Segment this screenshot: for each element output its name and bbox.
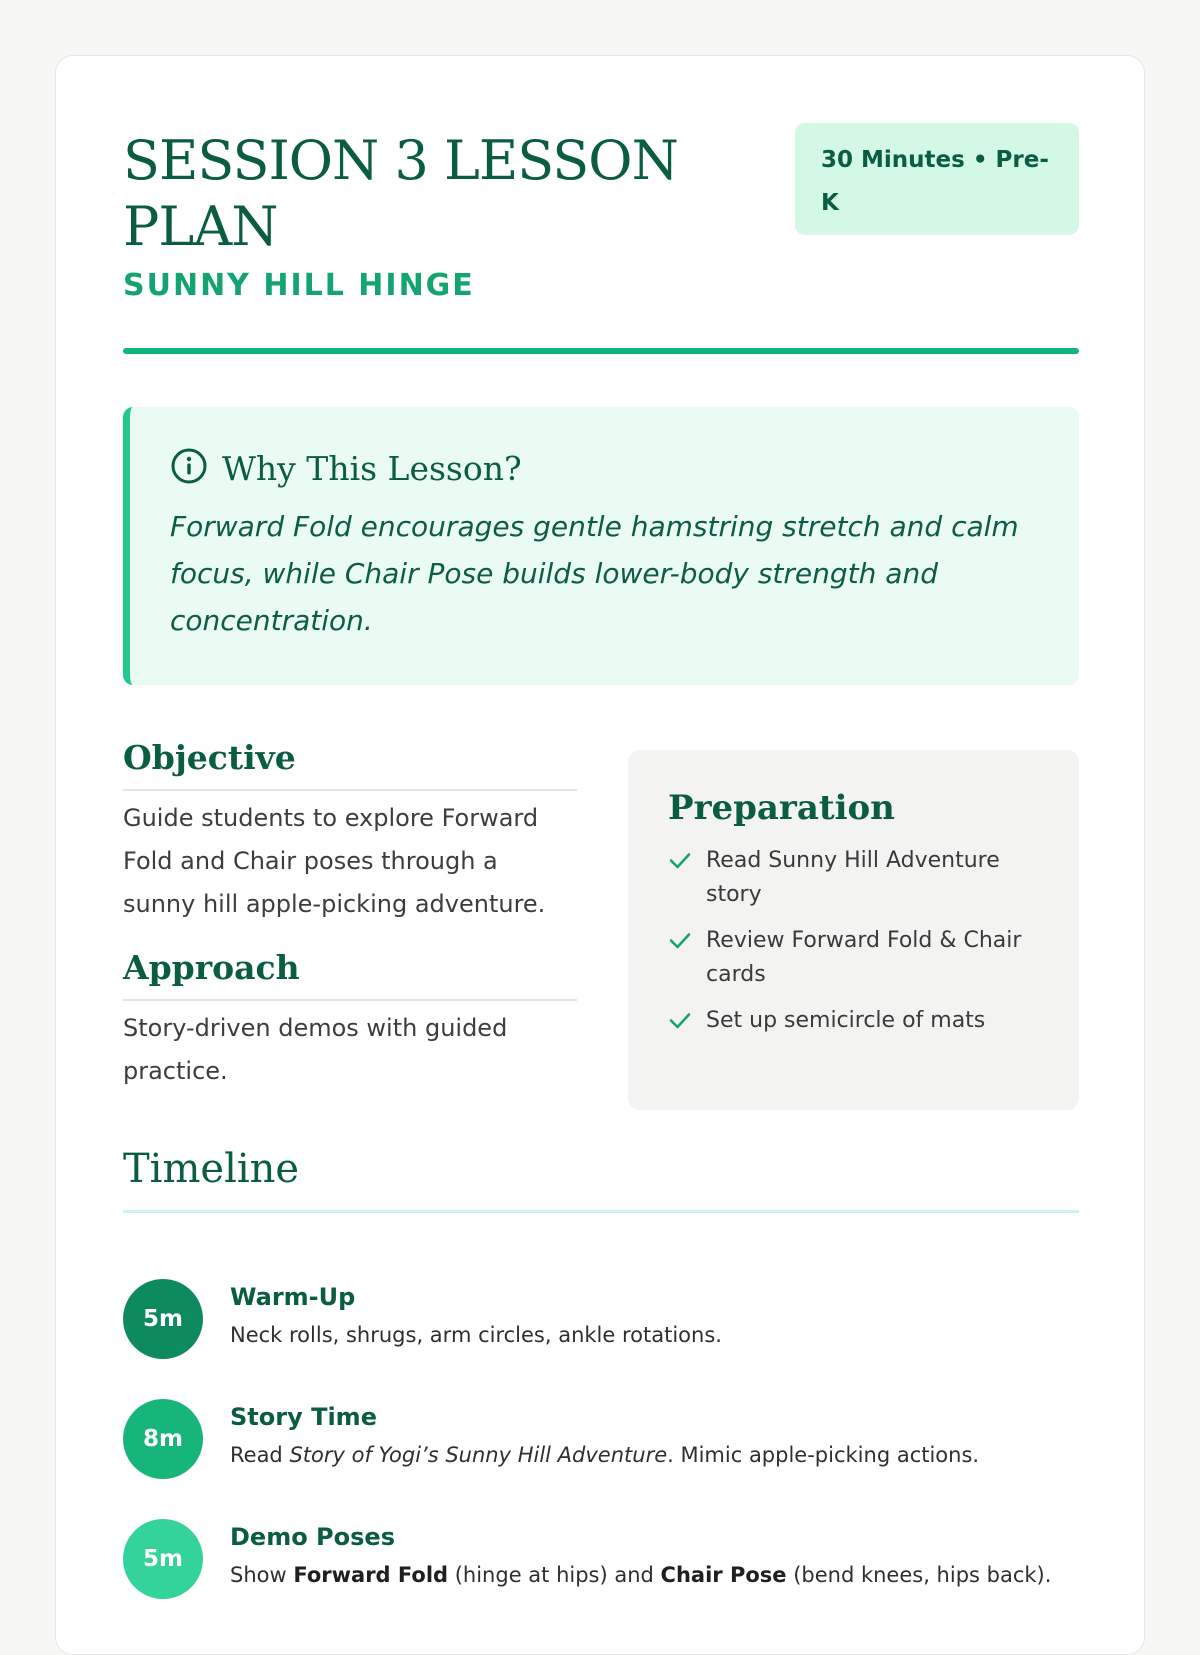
lesson-plan-card bbox=[55, 55, 1145, 1655]
why-body: Forward Fold encourages gentle hamstring stretch and calm focus, while Chair Pose builds lower-body strength and concentration. bbox=[170, 510, 1019, 637]
page-title: SESSION 3 LESSON PLAN bbox=[123, 129, 678, 258]
preparation-item bbox=[668, 924, 1039, 992]
objective-text: Guide students to explore Forward Fold and Chair poses through a sunny hill apple-picking adventure. bbox=[123, 804, 546, 918]
preparation-item bbox=[668, 844, 1039, 912]
timeline-item-title: Story Time bbox=[230, 1403, 377, 1431]
approach-text: Story-driven demos with guided practice. bbox=[123, 1014, 508, 1085]
desc-text: (hinge at hips) and bbox=[448, 1563, 661, 1587]
timeline-item-title: Warm-Up bbox=[230, 1283, 356, 1311]
timeline-item bbox=[123, 1399, 1079, 1479]
timeline-item-description bbox=[230, 1563, 1051, 1587]
desc-text: . Mimic apple-picking actions. bbox=[667, 1443, 980, 1467]
timeline-item-description bbox=[230, 1443, 979, 1467]
preparation-item-label: Read Sunny Hill Adventure story bbox=[706, 848, 1000, 907]
pose-name: Forward Fold bbox=[293, 1563, 449, 1587]
duration-age-badge: 30 Minutes • Pre-K bbox=[795, 123, 1079, 235]
preparation-item bbox=[668, 1004, 1039, 1038]
timeline-duration-badge: 8m bbox=[123, 1399, 203, 1479]
timeline-heading: Timeline bbox=[123, 1146, 1079, 1213]
header-divider bbox=[123, 348, 1079, 354]
pose-name: Chair Pose bbox=[660, 1563, 787, 1587]
check-icon bbox=[668, 928, 692, 956]
story-title: Story of Yogi’s Sunny Hill Adventure bbox=[289, 1443, 668, 1467]
timeline-item bbox=[123, 1279, 1079, 1359]
desc-text: (bend knees, hips back). bbox=[786, 1563, 1052, 1587]
why-header bbox=[170, 447, 1039, 489]
objective-heading: Objective bbox=[123, 738, 577, 791]
why-title: Why This Lesson? bbox=[222, 448, 522, 488]
approach-heading: Approach bbox=[123, 948, 577, 1001]
timeline-item bbox=[123, 1519, 1079, 1599]
timeline-duration-badge: 5m bbox=[123, 1519, 203, 1599]
preparation-item-label: Review Forward Fold & Chair cards bbox=[706, 928, 1022, 987]
preparation-item-label: Set up semicircle of mats bbox=[706, 1008, 986, 1033]
objective-approach-column bbox=[123, 738, 577, 1093]
timeline-duration-badge: 5m bbox=[123, 1279, 203, 1359]
preparation-heading: Preparation bbox=[668, 788, 895, 828]
desc-text: Read bbox=[230, 1443, 290, 1467]
timeline-item-title: Demo Poses bbox=[230, 1523, 395, 1551]
preparation-panel bbox=[628, 750, 1079, 1110]
timeline-item-description: Neck rolls, shrugs, arm circles, ankle rotations. bbox=[230, 1323, 722, 1347]
desc-text: Show bbox=[230, 1563, 294, 1587]
lesson-subtitle: SUNNY HILL HINGE bbox=[123, 268, 475, 303]
info-icon bbox=[170, 447, 208, 489]
check-icon bbox=[668, 1008, 692, 1036]
why-this-lesson-callout bbox=[123, 407, 1079, 685]
check-icon bbox=[668, 848, 692, 876]
